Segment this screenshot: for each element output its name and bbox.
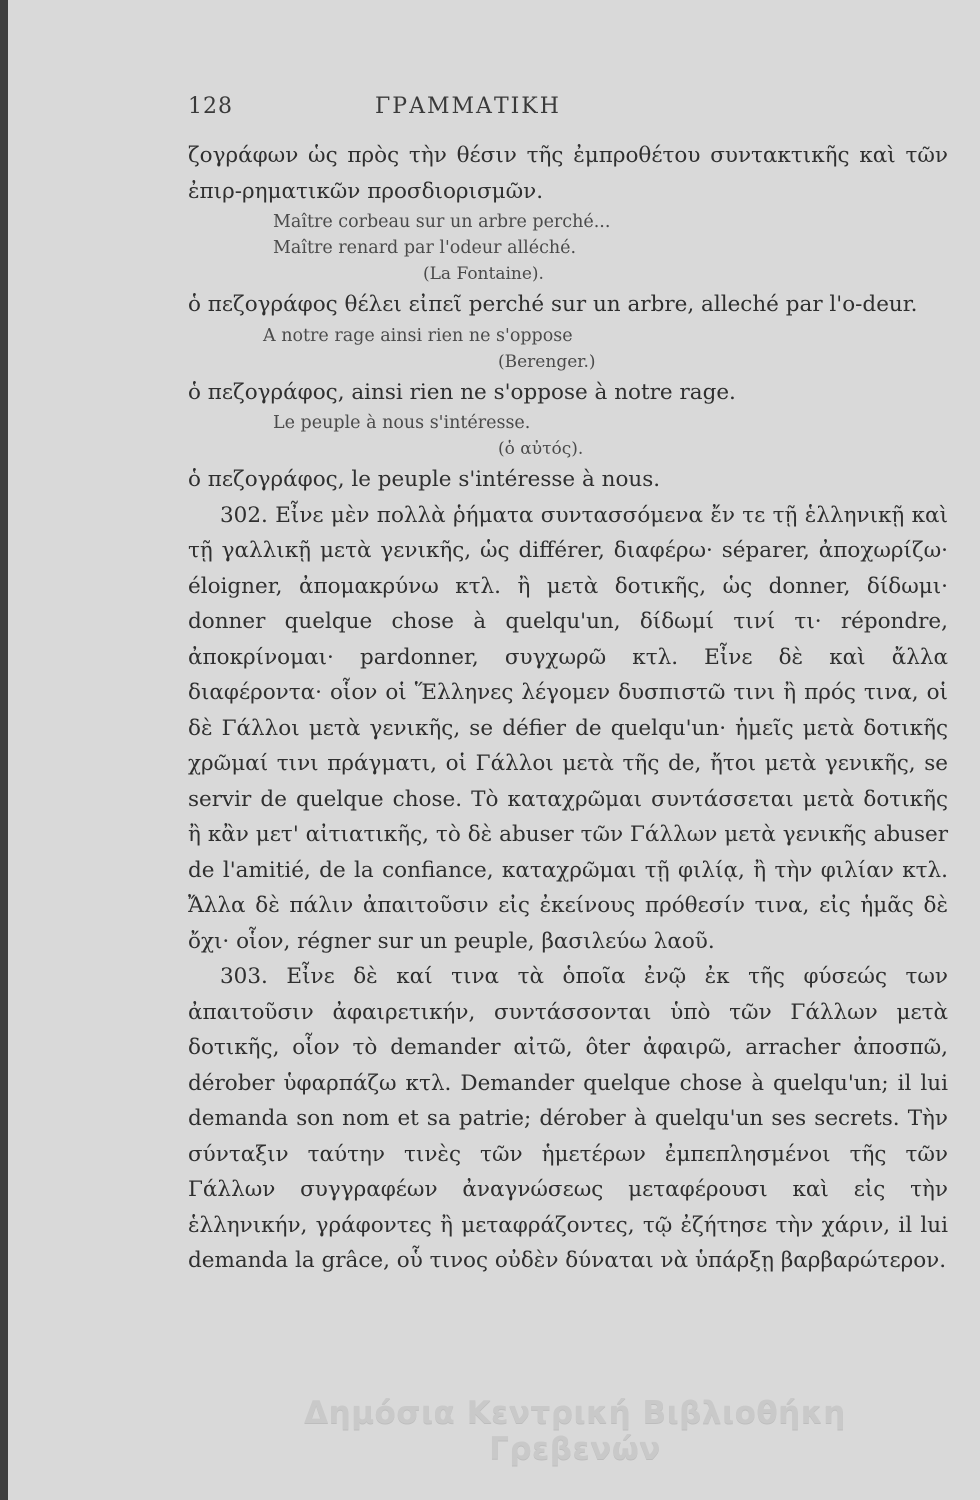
section-302: 302. Εἶνε μὲν πολλὰ ῥήματα συντασσόμενα ἔν τε τῇ ἑλληνικῇ καὶ τῇ γαλλικῇ μετὰ γενικῆς, ὡς différer, διαφέρω· séparer, ἀποχωρίζω· éloigner, ἀπομακρύνω κτλ. ἢ μετὰ δοτικῆς, ὡς donner, δίδωμι· donner quelque chose à quelqu'un, δίδωμί τινί τι· répondre, ἀποκρίνομαι· pardonner, συγχωρῶ κτλ. Εἶνε δὲ καὶ ἄλλα διαφέροντα· οἷον οἱ Ἕλληνες λέγομεν δυσπιστῶ τινι ἢ πρός τινα, οἱ δὲ Γάλλοι μετὰ γενικῆς, se défier de quelqu'un· ἡμεῖς μετὰ δοτικῆς χρῶμαί τινι πράγματι, οἱ Γάλλοι μετὰ τῆς de, ἤτοι μετὰ γενικῆς, se servir de quelque chose. Τὸ καταχρῶμαι συντάσσεται μετὰ δοτικῆς ἢ κἂν μετ' αἰτιατικῆς, τὸ δὲ abuser τῶν Γάλλων μετὰ γενικῆς abuser de l'amitié, de la confiance, καταχρῶμαι τῇ φιλίᾳ, ἢ τὴν φιλίαν κτλ. Ἄλλα δὲ πάλιν ἀπαιτοῦσιν εἰς ἐκείνους πρόθεσίν τινα, εἰς ἡμᾶς δὲ ὄχι· οἷον, régner sur un peuple, βασιλεύω λαοῦ. bbox=[188, 502, 948, 954]
section-303: 303. Εἶνε δὲ καί τινα τὰ ὁποῖα ἐνῷ ἐκ τῆς φύσεώς των ἀπαιτοῦσιν ἀφαιρετικήν, συντάσσονται ὑπὸ τῶν Γάλλων μετὰ δοτικῆς, οἷον τὸ demander αἰτῶ, ôter ἀφαιρῶ, arracher ἀποσπῶ, dérober ὑφαρπάζω κτλ. Demander quelque chose à quelqu'un; il lui demanda son nom et sa patrie; dérober à quelqu'un ses secrets. Τὴν σύνταξιν ταύτην τινὲς τῶν ἡμετέρων ἐμπεπλησμένοι τῆς τῶν Γάλλων συγγραφέων ἀναγνώσεως μεταφέρουσι καὶ εἰς τὴν ἑλληνικήν, γράφοντες ἢ μεταφράζοντες, τῷ ἐζήτησε τὴν χάριν, il lui demanda la grâce, οὗ τινος οὐδὲν δύναται νὰ ὑπάρξῃ βαρβαρώτερον. bbox=[188, 964, 948, 1273]
quote-same-author bbox=[188, 410, 948, 462]
verse-line: Maître corbeau sur un arbre perché... bbox=[273, 212, 611, 232]
quote-source: (Berenger.) bbox=[498, 351, 596, 372]
quote-source: (La Fontaine). bbox=[423, 264, 544, 284]
running-title: ΓΡΑΜΜΑΤΙΚΗ bbox=[375, 94, 561, 119]
verse-line: Maître renard par l'odeur alléché. bbox=[273, 238, 577, 258]
library-watermark: Δημόσια Κεντρική Βιβλιοθήκη Γρεβενών bbox=[304, 1395, 846, 1467]
prose-paragraph: ὁ πεζογράφος θέλει εἰπεῖ perché sur un arbre, alleché par l'o-deur. bbox=[188, 292, 918, 317]
quote-la-fontaine bbox=[188, 209, 948, 287]
intro-paragraph: ζογράφων ὡς πρὸς τὴν θέσιν τῆς ἐμπροθέτου συντακτικῆς καὶ τῶν ἐπιρ-ρηματικῶν προσδιορισμῶν. bbox=[188, 143, 948, 204]
prose-paragraph: ὁ πεζογράφος, ainsi rien ne s'oppose à notre rage. bbox=[188, 379, 736, 405]
quote-berenger bbox=[188, 323, 948, 375]
verse-line: A notre rage ainsi rien ne s'oppose bbox=[263, 325, 573, 346]
page-body bbox=[188, 138, 948, 1279]
prose-paragraph: ὁ πεζογράφος, le peuple s'intéresse à nous. bbox=[188, 467, 661, 492]
page-number: 128 bbox=[188, 94, 233, 119]
verse-line: Le peuple à nous s'intéresse. bbox=[273, 413, 531, 433]
quote-source: (ὁ αὐτός). bbox=[498, 439, 584, 459]
page-binding-edge bbox=[0, 0, 8, 1500]
running-header bbox=[188, 94, 748, 124]
